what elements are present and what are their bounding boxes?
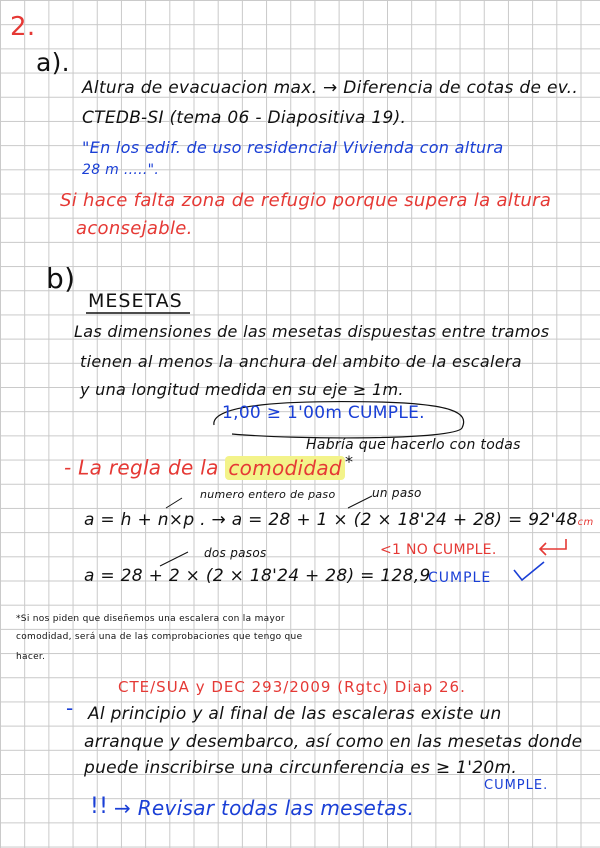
- part-a-label: a).: [36, 48, 70, 77]
- annotation-dos-pasos: dos pasos: [204, 546, 267, 560]
- revisar-mark: !!: [90, 794, 109, 819]
- regla-line: [64, 452, 353, 480]
- mesetas-para-1: Las dimensiones de las mesetas dispuestas entre tramos: [74, 322, 550, 341]
- final-line-1: Al principio y al final de las escaleras existe un: [88, 704, 502, 724]
- mesetas-para-2: tienen al menos la anchura del ambito de la escalera: [80, 352, 522, 371]
- footnote-line-3: hacer.: [16, 652, 46, 662]
- no-cumple: <1 NO CUMPLE.: [380, 542, 497, 558]
- final-line-3: puede inscribirse una circunferencia es ≥ 1'20m.: [84, 758, 518, 778]
- footnote-line-1: *Si nos piden que diseñemos una escalera con la mayor: [16, 614, 285, 624]
- part-a-quote: "En los edif. de uso residencial Vivienda con altura: [82, 138, 504, 157]
- final-line-2: arranque y desembarco, así como en las mesetas donde: [84, 732, 583, 752]
- mesetas-para-3: y una longitud medida en su eje ≥ 1m.: [80, 380, 404, 399]
- part-b-label: b): [46, 262, 76, 295]
- annotation-un-paso: un paso: [372, 486, 422, 500]
- footnote-line-2: comodidad, será una de las comprobaciones que tengo que: [16, 632, 303, 642]
- mesetas-heading: MESETAS: [88, 290, 183, 312]
- habria-note: Habría que hacerlo con todas: [306, 437, 521, 453]
- part-a-quote-2: 28 m .....".: [82, 162, 160, 178]
- bullet-dash: -: [66, 696, 74, 720]
- reference: CTE/SUA y DEC 293/2009 (Rgtc) Diap 26.: [118, 678, 466, 696]
- part-a-conclusion-1: Si hace falta zona de refugio porque supera la altura: [60, 190, 552, 211]
- regla-star: *: [344, 452, 354, 471]
- regla-highlight: comodidad: [225, 456, 345, 480]
- formula-1-unit: cm: [577, 517, 594, 528]
- mesetas-check: 1,00 ≥ 1'00m CUMPLE.: [222, 403, 425, 423]
- part-a-line-2: CTEDB-SI (tema 06 - Diapositiva 19).: [82, 108, 407, 128]
- part-a-line-1: Altura de evacuacion max. → Diferencia de cotas de ev..: [82, 78, 579, 98]
- regla-prefix: - La regla de la: [64, 455, 219, 480]
- formula-1-text: a = h + n×p . → a = 28 + 1 × (2 × 18'24 + 28) = 92'48: [84, 510, 578, 530]
- section-number: 2.: [10, 12, 36, 42]
- part-a-conclusion-2: aconsejable.: [76, 218, 193, 239]
- formula-1: [84, 510, 593, 530]
- annotation-numero: numero entero de paso: [200, 488, 336, 501]
- cumple-3: CUMPLE.: [484, 778, 549, 793]
- formula-2: a = 28 + 2 × (2 × 18'24 + 28) = 128,9: [84, 566, 431, 586]
- cumple-2: CUMPLE: [428, 570, 492, 586]
- revisar-line: → Revisar todas las mesetas.: [114, 796, 415, 820]
